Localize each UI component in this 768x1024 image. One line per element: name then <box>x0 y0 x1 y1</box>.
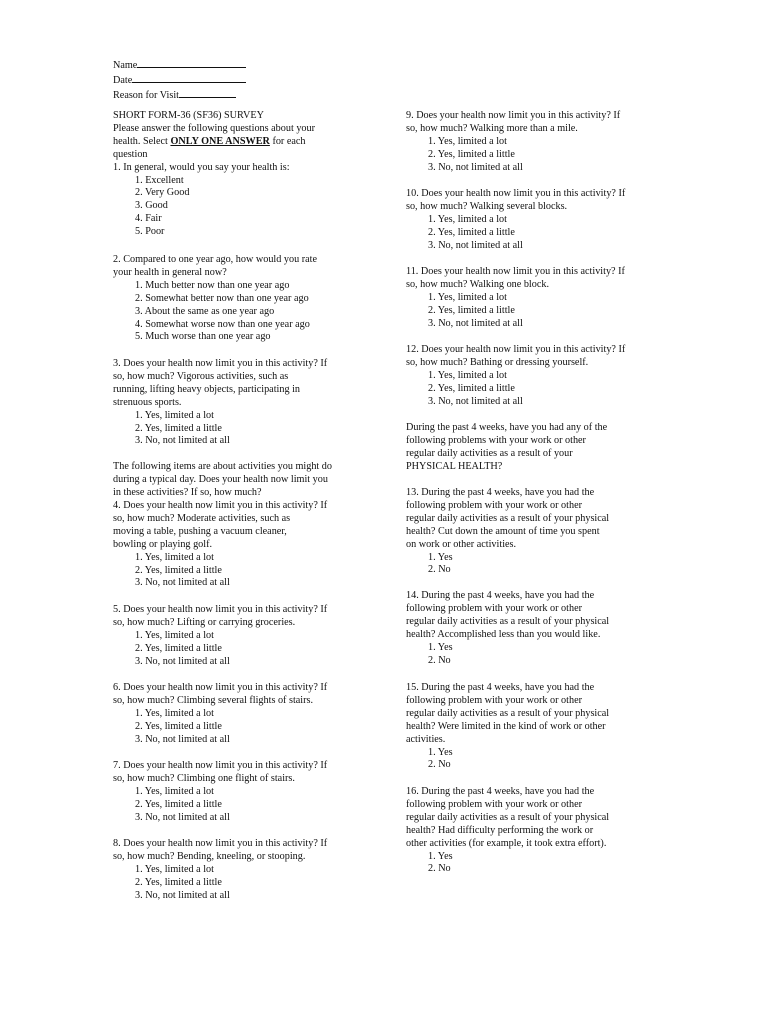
q16-option-yes[interactable]: 1. Yes <box>428 850 453 862</box>
q5-line-1: 5. Does your health now limit you in this activity? If <box>113 604 328 615</box>
q11-line-1: 11. Does your health now limit you in this activity? If <box>406 266 625 277</box>
physical-health-intro <box>406 422 671 474</box>
q5-option-2[interactable]: 2. Yes, limited a little <box>135 642 222 654</box>
name-label: Name <box>113 60 138 71</box>
q2-line-1: 2. Compared to one year ago, how would you rate <box>113 254 317 265</box>
q8-line-2: so, how much? Bending, kneeling, or stooping. <box>113 850 306 862</box>
q3-option-3[interactable]: 3. No, not limited at all <box>135 435 230 447</box>
q16-option-no[interactable]: 2. No <box>428 863 451 875</box>
instructions-line-1: Please answer the following questions about your <box>113 122 316 134</box>
only-one-answer-emphasis: ONLY ONE ANSWER <box>170 135 270 147</box>
q13-option-yes[interactable]: 1. Yes <box>428 551 453 563</box>
q8-line-1: 8. Does your health now limit you in this activity? If <box>113 838 328 849</box>
q7-option-1[interactable]: 1. Yes, limited a lot <box>135 785 214 797</box>
name-blank[interactable] <box>137 58 246 68</box>
q15-line-3: regular daily activities as a result of your physical <box>406 707 610 719</box>
q3-option-2[interactable]: 2. Yes, limited a little <box>135 422 222 434</box>
q13-line-4: health? Cut down the amount of time you spent <box>406 525 600 537</box>
activities-intro-line-2: during a typical day. Does your health now limit you <box>113 473 328 485</box>
q2-option-1[interactable]: 1. Much better now than one year ago <box>135 279 290 291</box>
q9-option-1[interactable]: 1. Yes, limited a lot <box>428 135 507 147</box>
question-16 <box>406 786 671 876</box>
q2-option-4[interactable]: 4. Somewhat worse now than one year ago <box>135 318 310 330</box>
date-label: Date <box>113 74 133 86</box>
q15-option-no[interactable]: 2. No <box>428 759 451 771</box>
q5-option-1[interactable]: 1. Yes, limited a lot <box>135 629 214 641</box>
name-field[interactable] <box>113 58 373 73</box>
question-4 <box>113 500 373 590</box>
q13-option-no[interactable]: 2. No <box>428 564 451 576</box>
page-title: SHORT FORM-36 (SF36) SURVEY <box>113 110 264 121</box>
q11-option-2[interactable]: 2. Yes, limited a little <box>428 304 515 316</box>
q15-line-2: following problem with your work or other <box>406 694 582 706</box>
q1-option-2[interactable]: 2. Very Good <box>135 187 190 199</box>
question-1-text: 1. In general, would you say your health is: <box>113 161 290 173</box>
question-3 <box>113 358 373 448</box>
q10-line-2: so, how much? Walking several blocks. <box>406 200 568 212</box>
q12-option-1[interactable]: 1. Yes, limited a lot <box>428 369 507 381</box>
survey-title-block <box>113 110 373 239</box>
instructions-line-2: health. Select ONLY ONE ANSWER for each <box>113 135 306 147</box>
q13-line-5: on work or other activities. <box>406 538 517 550</box>
q15-option-yes[interactable]: 1. Yes <box>428 746 453 758</box>
q9-option-2[interactable]: 2. Yes, limited a little <box>428 148 515 160</box>
q3-line-4: strenuous sports. <box>113 396 182 408</box>
q5-option-3[interactable]: 3. No, not limited at all <box>135 655 230 667</box>
q16-line-4: health? Had difficulty performing the work or <box>406 824 594 836</box>
date-field[interactable] <box>113 73 373 88</box>
physical-intro-line-4: PHYSICAL HEALTH? <box>406 460 503 472</box>
q7-line-2: so, how much? Climbing one flight of stairs. <box>113 772 295 784</box>
q7-option-2[interactable]: 2. Yes, limited a little <box>135 798 222 810</box>
activities-intro <box>113 461 373 500</box>
q12-option-3[interactable]: 3. No, not limited at all <box>428 395 523 407</box>
q3-line-3: running, lifting heavy objects, participating in <box>113 383 301 395</box>
q4-line-3: moving a table, pushing a vacuum cleaner, <box>113 525 287 537</box>
q2-option-5[interactable]: 5. Much worse than one year ago <box>135 331 271 343</box>
q11-line-2: so, how much? Walking one block. <box>406 278 550 290</box>
q14-option-yes[interactable]: 1. Yes <box>428 641 453 653</box>
q9-option-3[interactable]: 3. No, not limited at all <box>428 161 523 173</box>
q6-option-3[interactable]: 3. No, not limited at all <box>135 733 230 745</box>
q12-line-1: 12. Does your health now limit you in this activity? If <box>406 344 626 355</box>
q6-option-1[interactable]: 1. Yes, limited a lot <box>135 707 214 719</box>
q9-line-2: so, how much? Walking more than a mile. <box>406 122 578 134</box>
q11-option-3[interactable]: 3. No, not limited at all <box>428 317 523 329</box>
q2-option-2[interactable]: 2. Somewhat better now than one year ago <box>135 292 309 304</box>
q1-option-1[interactable]: 1. Excellent <box>135 174 184 186</box>
patient-header <box>113 58 373 103</box>
question-2 <box>113 254 373 344</box>
q1-option-3[interactable]: 3. Good <box>135 200 168 212</box>
q1-option-4[interactable]: 4. Fair <box>135 213 162 225</box>
q10-option-3[interactable]: 3. No, not limited at all <box>428 239 523 251</box>
q9-line-1: 9. Does your health now limit you in this activity? If <box>406 110 621 121</box>
q12-option-2[interactable]: 2. Yes, limited a little <box>428 382 515 394</box>
q6-line-1: 6. Does your health now limit you in this activity? If <box>113 682 328 693</box>
q14-line-3: regular daily activities as a result of your physical <box>406 615 610 627</box>
q7-line-1: 7. Does your health now limit you in this activity? If <box>113 760 328 771</box>
q16-line-1: 16. During the past 4 weeks, have you had the <box>406 786 595 797</box>
q14-line-2: following problem with your work or other <box>406 602 582 614</box>
q14-line-1: 14. During the past 4 weeks, have you had the <box>406 590 595 601</box>
activities-intro-line-1: The following items are about activities you might do <box>113 461 332 472</box>
reason-blank[interactable] <box>179 88 236 98</box>
q13-line-2: following problem with your work or other <box>406 499 582 511</box>
q3-line-2: so, how much? Vigorous activities, such as <box>113 370 289 382</box>
instructions-line-3: question <box>113 148 148 160</box>
q15-line-1: 15. During the past 4 weeks, have you had the <box>406 682 595 693</box>
q3-line-1: 3. Does your health now limit you in this activity? If <box>113 358 328 369</box>
reason-field[interactable] <box>113 88 373 103</box>
q2-line-2: your health in general now? <box>113 266 227 278</box>
physical-intro-line-3: regular daily activities as a result of your <box>406 447 573 459</box>
physical-intro-line-1: During the past 4 weeks, have you had any of the <box>406 422 608 433</box>
q10-line-1: 10. Does your health now limit you in this activity? If <box>406 188 626 199</box>
q13-line-1: 13. During the past 4 weeks, have you had the <box>406 487 595 498</box>
q7-option-3[interactable]: 3. No, not limited at all <box>135 811 230 823</box>
q10-option-2[interactable]: 2. Yes, limited a little <box>428 226 515 238</box>
q12-line-2: so, how much? Bathing or dressing yourself. <box>406 356 589 368</box>
activities-intro-line-3: in these activities? If so, how much? <box>113 486 262 498</box>
q11-option-1[interactable]: 1. Yes, limited a lot <box>428 291 507 303</box>
q8-option-2[interactable]: 2. Yes, limited a little <box>135 876 222 888</box>
q8-option-1[interactable]: 1. Yes, limited a lot <box>135 863 214 875</box>
question-11 <box>406 266 671 331</box>
q10-option-1[interactable]: 1. Yes, limited a lot <box>428 213 507 225</box>
q6-option-2[interactable]: 2. Yes, limited a little <box>135 720 222 732</box>
reason-label: Reason for Visit <box>113 89 179 101</box>
question-9 <box>406 110 671 175</box>
q4-line-4: bowling or playing golf. <box>113 538 213 550</box>
date-blank[interactable] <box>132 73 246 83</box>
question-12 <box>406 344 671 409</box>
q5-line-2: so, how much? Lifting or carrying groceries. <box>113 616 296 628</box>
question-13 <box>406 487 671 577</box>
question-6 <box>113 682 373 747</box>
question-8 <box>113 838 373 903</box>
q16-line-3: regular daily activities as a result of your physical <box>406 811 610 823</box>
q4-option-3[interactable]: 3. No, not limited at all <box>135 577 230 589</box>
q4-line-2: so, how much? Moderate activities, such as <box>113 512 291 524</box>
q2-option-3[interactable]: 3. About the same as one year ago <box>135 305 275 317</box>
q15-line-4: health? Were limited in the kind of work or other <box>406 720 606 732</box>
question-5 <box>113 604 373 669</box>
question-10 <box>406 188 671 253</box>
q14-option-no[interactable]: 2. No <box>428 654 451 666</box>
question-7 <box>113 760 373 825</box>
q6-line-2: so, how much? Climbing several flights of stairs. <box>113 694 314 706</box>
q16-line-2: following problem with your work or other <box>406 798 582 810</box>
question-14 <box>406 590 671 667</box>
q14-line-4: health? Accomplished less than you would like. <box>406 628 601 640</box>
q4-option-2[interactable]: 2. Yes, limited a little <box>135 564 222 576</box>
question-15 <box>406 682 671 772</box>
q3-option-1[interactable]: 1. Yes, limited a lot <box>135 409 214 421</box>
q13-line-3: regular daily activities as a result of your physical <box>406 512 610 524</box>
physical-intro-line-2: following problems with your work or other <box>406 434 586 446</box>
q1-option-5[interactable]: 5. Poor <box>135 226 165 238</box>
q4-line-1: 4. Does your health now limit you in this activity? If <box>113 500 328 511</box>
q16-line-5: other activities (for example, it took extra effort). <box>406 837 607 849</box>
q8-option-3[interactable]: 3. No, not limited at all <box>135 889 230 901</box>
q15-line-5: activities. <box>406 733 446 745</box>
q4-option-1[interactable]: 1. Yes, limited a lot <box>135 551 214 563</box>
